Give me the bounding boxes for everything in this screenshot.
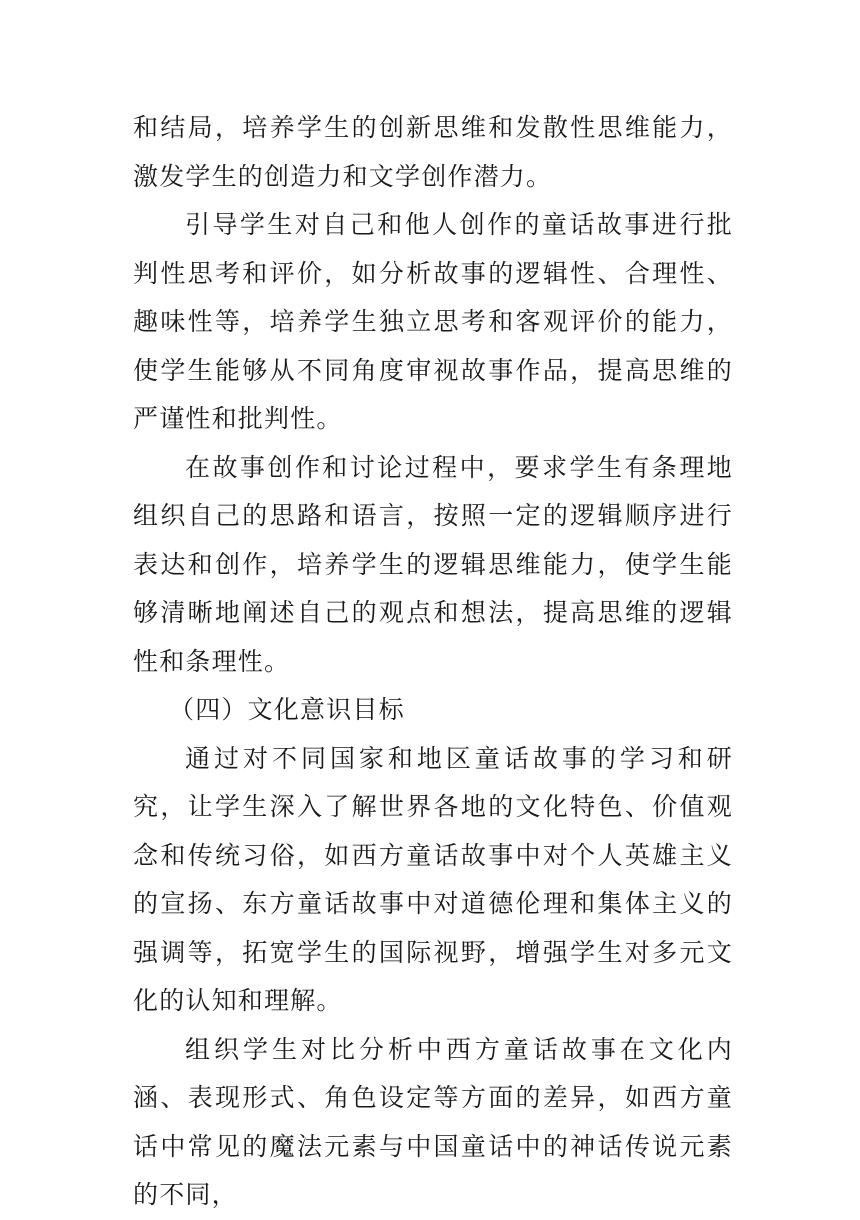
paragraph-continuation: 和结局，培养学生的创新思维和发散性思维能力，激发学生的创造力和文学创作潜力。 xyxy=(133,113,733,191)
document-body xyxy=(133,104,733,1220)
paragraph-cultural-learning: 通过对不同国家和地区童话故事的学习和研究，让学生深入了解世界各地的文化特色、价值观念和传统习俗，如西方童话故事中对个人英雄主义的宣扬、东方童话故事中对道德伦理和集体主义的强调等，拓宽学生的国际视野，增强学生对多元文化的认知和理解。 xyxy=(133,743,733,1015)
paragraph-critical-thinking: 引导学生对自己和他人创作的童话故事进行批判性思考和评价，如分析故事的逻辑性、合理性、趣味性等，培养学生独立思考和客观评价的能力，使学生能够从不同角度审视故事作品，提高思维的严谨性和批判性。 xyxy=(133,210,733,433)
section-heading: （四）文化意识目标 xyxy=(169,695,405,724)
paragraph-cultural-comparison: 组织学生对比分析中西方童话故事在文化内涵、表现形式、角色设定等方面的差异，如西方童话中常见的魔法元素与中国童话中的神话传说元素的不同， xyxy=(133,1034,733,1209)
paragraph-logical-thinking: 在故事创作和讨论过程中，要求学生有条理地组织自己的思路和语言，按照一定的逻辑顺序进行表达和创作，培养学生的逻辑思维能力，使学生能够清晰地阐述自己的观点和想法，提高思维的逻辑性和条理性。 xyxy=(133,452,733,676)
